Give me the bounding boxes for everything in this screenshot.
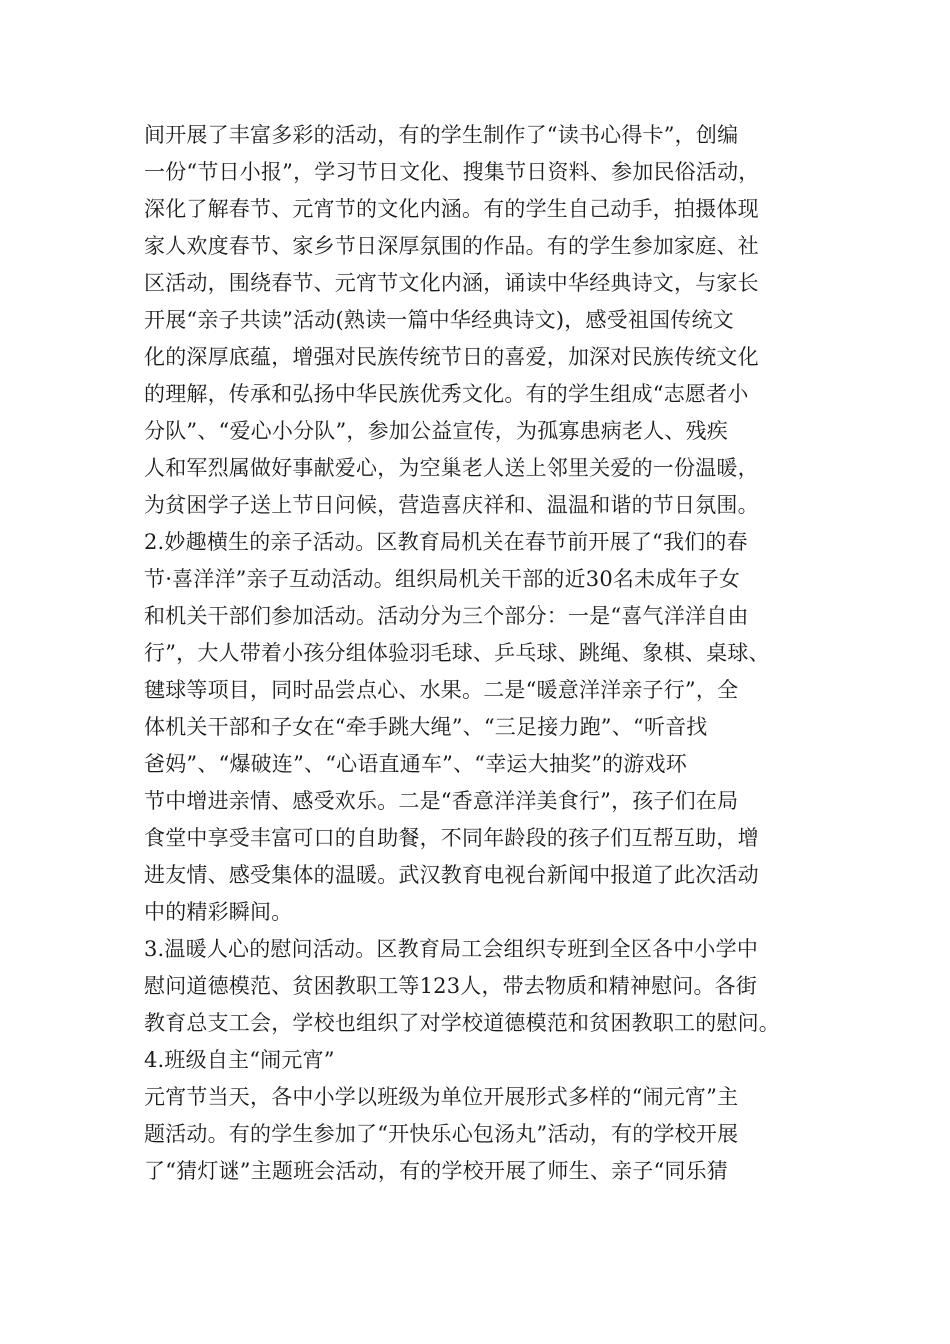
text-line: 了“猜灯谜”主题班会活动，有的学校开展了师生、亲子“同乐猜: [144, 1159, 729, 1183]
text-line: 行”，大人带着小孩分组体验羽毛球、乒乓球、跳绳、象棋、桌球、: [144, 641, 770, 665]
document-body: [144, 117, 814, 1190]
text-line: 家人欢度春节、家乡节日深厚氛围的作品。有的学生参加家庭、社: [144, 234, 759, 258]
text-line: 慰问道德模范、贫困教职工等123人，带去物质和精神慰问。各街: [144, 974, 758, 998]
text-line: 中的精彩瞬间。: [144, 900, 293, 924]
text-line: 节中增进亲情、感受欢乐。二是“香意洋洋美食行”，孩子们在局: [144, 789, 739, 813]
text-line: 和机关干部们参加活动。活动分为三个部分：一是“喜气洋洋自由: [144, 604, 749, 628]
text-line: 题活动。有的学生参加了“开快乐心包汤丸”活动，有的学校开展: [144, 1122, 739, 1146]
text-line: 一份“节日小报”，学习节日文化、搜集节日资料、参加民俗活动，: [144, 160, 760, 184]
text-line: 化的深厚底蕴，增强对民族传统节日的喜爱，加深对民族传统文化: [144, 345, 759, 369]
text-line: 进友情、感受集体的温暖。武汉教育电视台新闻中报道了此次活动: [144, 863, 759, 887]
text-line: 4.班级自主“闹元宵”: [144, 1048, 335, 1072]
text-line: 深化了解春节、元宵节的文化内涵。有的学生自己动手，拍摄体现: [144, 197, 759, 221]
text-line: 食堂中享受丰富可口的自助餐，不同年龄段的孩子们互帮互助，增: [144, 826, 759, 850]
text-line: 3.温暖人心的慰问活动。区教育局工会组织专班到全区各中小学中: [144, 937, 759, 961]
text-line: 节·喜洋洋”亲子互动活动。组织局机关干部的近30名未成年子女: [144, 567, 741, 591]
text-line: 开展“亲子共读”活动(熟读一篇中华经典诗文)，感受祖国传统文: [144, 308, 734, 332]
text-line: 教育总支工会，学校也组织了对学校道德模范和贫困教职工的慰问。: [144, 1011, 780, 1035]
text-line: 为贫困学子送上节日问候，营造喜庆祥和、温温和谐的节日氛围。: [144, 493, 759, 517]
text-line: 爸妈”、“爆破连”、“心语直通车”、“幸运大抽奖”的游戏环: [144, 752, 687, 776]
text-line: 2.妙趣横生的亲子活动。区教育局机关在春节前开展了“我们的春: [144, 530, 748, 554]
text-line: 间开展了丰富多彩的活动，有的学生制作了“读书心得卡”，创编: [144, 123, 739, 147]
text-line: 分队”、“爱心小分队”，参加公益宣传，为孤寡患病老人、残疾: [144, 419, 729, 443]
text-line: 体机关干部和子女在“牵手跳大绳”、“三足接力跑”、“听音找: [144, 715, 708, 739]
text-line: 人和军烈属做好事献爱心，为空巢老人送上邻里关爱的一份温暖，: [144, 456, 759, 480]
text-line: 的理解，传承和弘扬中华民族优秀文化。有的学生组成“志愿者小: [144, 382, 749, 406]
text-line: 毽球等项目，同时品尝点心、水果。二是“暖意洋洋亲子行”，全: [144, 678, 739, 702]
text-line: 区活动，围绕春节、元宵节文化内涵，诵读中华经典诗文，与家长: [144, 271, 759, 295]
text-line: 元宵节当天，各中小学以班级为单位开展形式多样的“闹元宵”主: [144, 1085, 739, 1109]
